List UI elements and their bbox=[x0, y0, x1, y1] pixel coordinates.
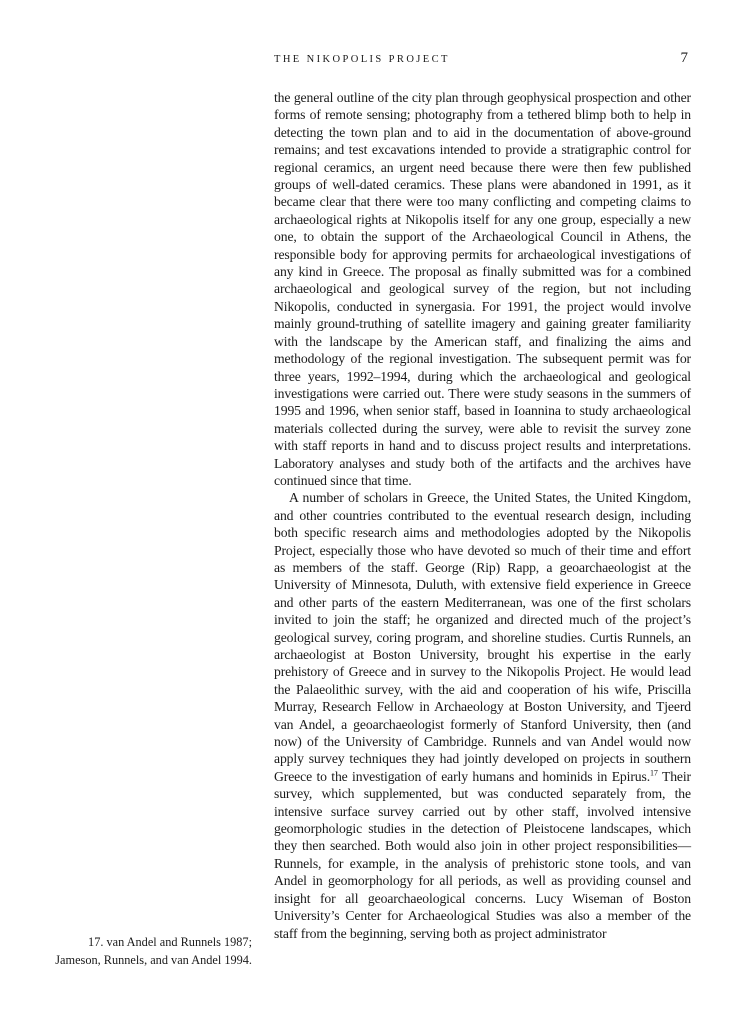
running-head: THE NIKOPOLIS PROJECT bbox=[274, 54, 450, 65]
paragraph: the general outline of the city plan through geophysical prospection and other forms of remote sensing; photography from a tethered blimp both to help in detecting the town plan and to aid in the documentation of above-ground remains; and test excavations intended to provide a stratigraphic control for regional ceramics, an urgent need because there were then few published groups of well-dated ceramics. These plans were abandoned in 1991, as it became clear that there were too many conflicting and competing claims to archaeological rights at Nikopolis itself for any one group, especially a new one, to obtain the support of the Archaeological Council in Athens, the responsible body for approving permits for archaeological investigations of any kind in Greece. The proposal as finally submitted was for a combined archaeological and geological survey of the region, but not including Nikopolis, conducted in synergasia. For 1991, the project would involve mainly ground-truthing of satellite imagery and gaining greater familiarity with the landscape by the American staff, and finalizing the aims and methodology of the regional investigation. The subsequent permit was for three years, 1992–1994, during which the archaeological and geological investigations were carried out. There were study seasons in the summers of 1995 and 1996, when senior staff, based in Ioannina to study archaeological materials collected during the survey, were able to revisit the survey zone with staff reports in hand and to discuss project results and interpretations. Laboratory analyses and study both of the artifacts and the archives have continued since that time. bbox=[274, 90, 691, 488]
footnote-reference: 17 bbox=[650, 768, 658, 778]
paragraph-text: Their survey, which supplemented, but was conducted separately from, the intensive surface survey carried out by other staff, involved intensive geomorphologic studies in the detection of Pleistocene landscapes, which they then searched. Both would also join in other project responsibilities—Runnels, for example, in the analysis of prehistoric stone tools, and van Andel in geomorphology for all periods, as well as providing counsel and insight for all geoarchaeological concerns. Lucy Wiseman of Boston University’s Center for Archaeological Studies was also a member of the staff from the beginning, serving both as project administrator bbox=[274, 768, 691, 941]
main-text bbox=[274, 89, 691, 942]
footnote-line: 17. van Andel and Runnels 1987; bbox=[88, 935, 252, 949]
footnote-line: Jameson, Runnels, and van Andel 1994. bbox=[55, 952, 252, 967]
footnote bbox=[36, 934, 252, 969]
paragraph-text: A number of scholars in Greece, the United States, the United Kingdom, and other countries contributed to the eventual research design, including both specific research aims and methodologies adopted by the Nikopolis Project, especially those who have devoted so much of their time and effort as members of the staff. George (Rip) Rapp, a geoarchaeologist at the University of Minnesota, Duluth, with extensive field experience in Greece and other parts of the eastern Mediterranean, was one of the first scholars invited to join the staff; he organized and directed much of the project’s geological survey, coring program, and shoreline studies. Curtis Runnels, an archaeologist at Boston University, brought his expertise in the early prehistory of Greece and in survey to the Nikopolis Project. He would lead the Palaeolithic survey, with the aid and cooperation of his wife, Priscilla Murray, Research Fellow in Archaeology at Boston University, and Tjeerd van Andel, a geoarchaeologist formerly of Stanford University, then (and now) of the University of Cambridge. Runnels and van Andel would now apply survey techniques they had jointly developed on projects in southern Greece to the investigation of early humans and hominids in Epirus. bbox=[274, 490, 691, 784]
page-number: 7 bbox=[680, 50, 688, 66]
paragraph bbox=[274, 489, 691, 942]
